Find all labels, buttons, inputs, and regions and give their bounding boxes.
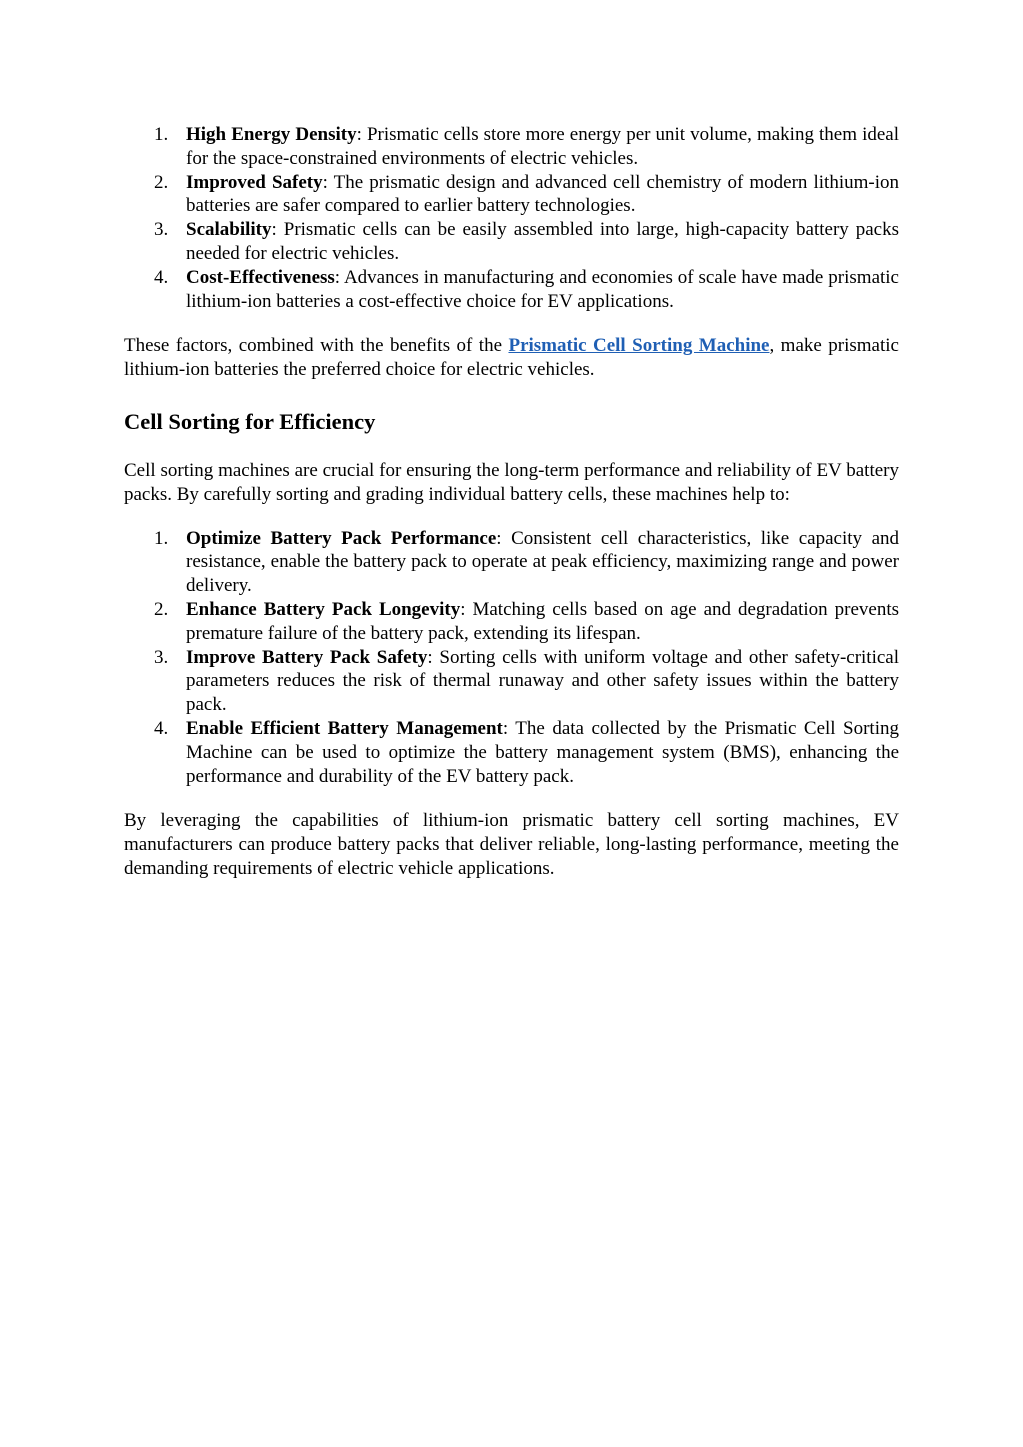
list-item-text: : Advances in manufacturing and economies of scale have made prismatic lithium-ion batteries a cost-effective choice for EV applications. [186, 266, 899, 312]
list-item-term: Scalability [186, 219, 272, 241]
list-item-term: Enable Efficient Battery Management [186, 717, 503, 739]
list-item-term: Improved Safety [186, 171, 323, 193]
list-item-term: Cost-Effectiveness [186, 266, 335, 288]
list-item-text: : Matching cells based on age and degradation prevents premature failure of the battery pack, extending its lifespan. [186, 598, 899, 644]
list-number: 2. [154, 598, 169, 620]
list-number: 3. [154, 219, 169, 241]
conclusion-paragraph: By leveraging the capabilities of lithium-ion prismatic battery cell sorting machines, EV manufacturers can produce battery packs that deliver reliable, long-lasting performance, meeting the demanding requirements of electric vehicle applications. [124, 810, 899, 879]
list-number: 4. [154, 266, 169, 288]
list-number: 2. [154, 171, 169, 193]
list-item-text: : The prismatic design and advanced cell chemistry of modern lithium-ion batteries are safer compared to earlier battery technologies. [186, 171, 899, 217]
list-number: 1. [154, 124, 169, 145]
intro-paragraph: Cell sorting machines are crucial for ensuring the long-term performance and reliability of EV battery packs. By carefully sorting and grading individual battery cells, these machines help to: [124, 459, 899, 505]
cell-sorting-benefits-list [124, 527, 899, 789]
list-item-text: : The data collected by the Prismatic Cell Sorting Machine can be used to optimize the battery management system (BMS), enhancing the performance and durability of the EV battery pack. [186, 717, 899, 787]
list-item [124, 171, 899, 219]
list-item-term: Enhance Battery Pack Longevity [186, 598, 461, 620]
list-item [124, 527, 899, 598]
list-item-text: : Sorting cells with uniform voltage and other safety-critical parameters reduces the risk of thermal runaway and other safety issues within the battery pack. [186, 646, 900, 716]
list-item-text: : Prismatic cells store more energy per unit volume, making them ideal for the space-constrained environments of electric vehicles. [186, 124, 899, 169]
list-item-text: : Consistent cell characteristics, like capacity and resistance, enable the battery pack to operate at peak efficiency, maximizing range and power delivery. [186, 527, 899, 597]
summary-text-before: These factors, combined with the benefits of the [124, 335, 509, 357]
list-number: 3. [154, 646, 169, 668]
list-item-term: Improve Battery Pack Safety [186, 646, 428, 668]
list-item [124, 646, 899, 717]
list-item [124, 598, 899, 646]
summary-paragraph [124, 334, 899, 382]
list-item [124, 717, 899, 788]
ev-battery-benefits-list [124, 123, 899, 313]
document-page [124, 123, 899, 881]
list-number: 1. [154, 527, 169, 549]
prismatic-cell-sorting-machine-link[interactable]: Prismatic Cell Sorting Machine [508, 335, 770, 357]
list-item-text: : Prismatic cells can be easily assembled into large, high-capacity battery packs needed for electric vehicles. [186, 219, 899, 264]
list-item [124, 218, 899, 266]
list-item-term: Optimize Battery Pack Performance [186, 527, 497, 549]
summary-text-after: , make prismatic lithium-ion batteries the preferred choice for electric vehicles. [124, 335, 899, 381]
list-item [124, 266, 899, 314]
list-number: 4. [154, 717, 169, 739]
list-item-term: High Energy Density [186, 124, 357, 145]
section-heading: Cell Sorting for Efficiency [124, 408, 376, 434]
list-item [124, 123, 899, 171]
